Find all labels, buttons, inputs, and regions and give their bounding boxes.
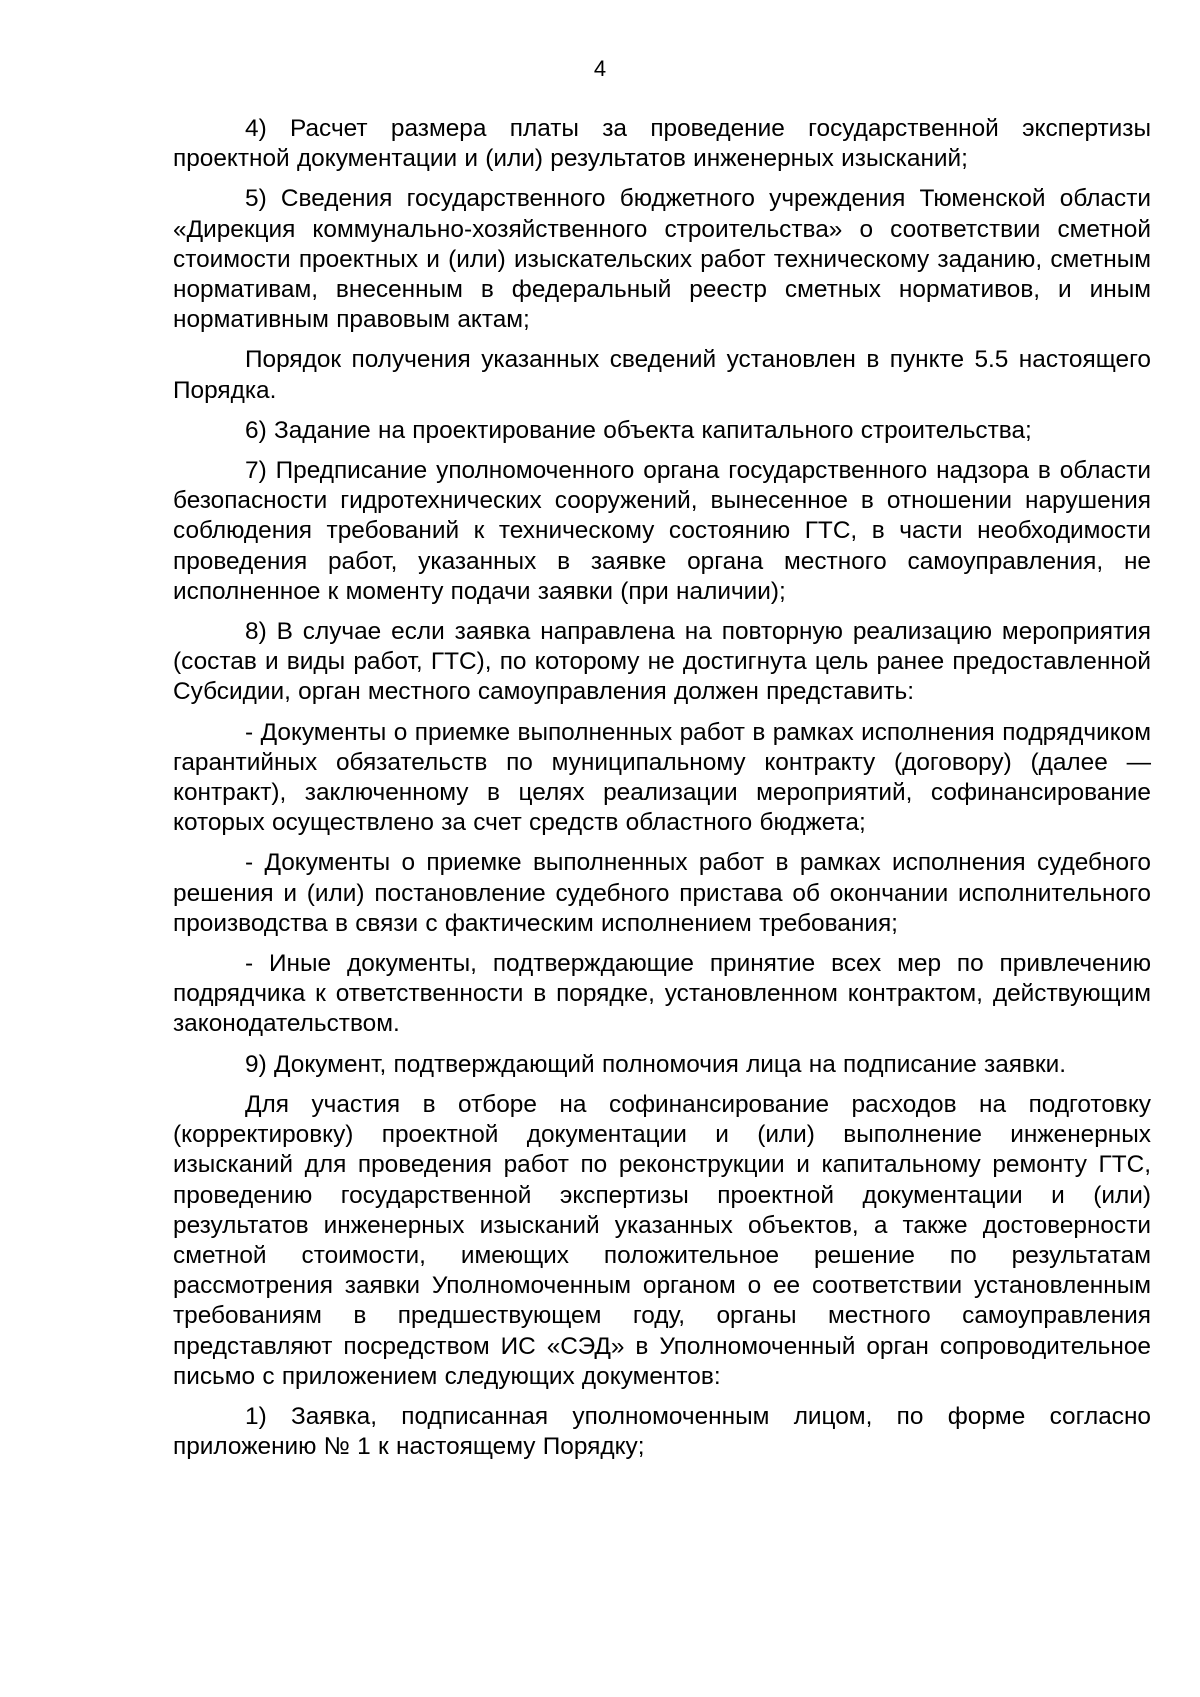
- paragraph-bullet-other-documents: - Иные документы, подтверждающие принятие всех мер по привлечению подрядчика к ответственности в порядке, установленном контрактом, действующим законодательством.: [173, 950, 1151, 1038]
- page-number: 4: [593, 56, 607, 81]
- paragraph-item-8: 8) В случае если заявка направлена на повторную реализацию мероприятия (состав и виды работ, ГТС), по которому не достигнута цель ранее предоставленной Субсидии, орган местного самоуправления должен представить:: [173, 618, 1151, 706]
- paragraph-item-5: 5) Сведения государственного бюджетного учреждения Тюменской области «Дирекция коммунально-хозяйственного строительства» о соответствии сметной стоимости проектных и (или) изыскательских работ техническому заданию, сметным нормативам, внесенным в федеральный реестр сметных нормативов, и иным нормативным правовым актам;: [173, 185, 1151, 334]
- document-body: [173, 114, 1151, 1472]
- paragraph-item-1: 1) Заявка, подписанная уполномоченным лицом, по форме согласно приложению № 1 к настоящему Порядку;: [173, 1402, 1151, 1461]
- paragraph-bullet-acceptance-guarantee: - Документы о приемке выполненных работ в рамках исполнения подрядчиком гарантийных обязательств по муниципальному контракту (договору) (далее — контракт), заключенному в целях реализации мероприятий, софинансирование которых осуществлено за счет средств областного бюджета;: [173, 718, 1151, 837]
- paragraph-item-7: 7) Предписание уполномоченного органа государственного надзора в области безопасности гидротехнических сооружений, вынесенное в отношении нарушения соблюдения требований к техническому состоянию ГТС, в части необходимости проведения работ, указанных в заявке органа местного самоуправления, не исполненное к моменту подачи заявки (при наличии);: [173, 457, 1151, 605]
- paragraph-item-6: 6) Задание на проектирование объекта капитального строительства;: [245, 416, 1032, 444]
- paragraph-procedure-note: Порядок получения указанных сведений установлен в пункте 5.5 настоящего Порядка.: [173, 346, 1151, 404]
- paragraph-item-9: 9) Документ, подтверждающий полномочия лица на подписание заявки.: [245, 1050, 1067, 1078]
- paragraph-bullet-acceptance-court: - Документы о приемке выполненных работ в рамках исполнения судебного решения и (или) постановление судебного пристава об окончании исполнительного производства в связи с фактическим исполнением требования;: [173, 849, 1151, 937]
- paragraph-participation: Для участия в отборе на софинансирование расходов на подготовку (корректировку) проектной документации и (или) выполнение инженерных изысканий для проведения работ по реконструкции и капитальному ремонту ГТС, проведению государственной экспертизы проектной документации и (или) результатов инженерных изысканий указанных объектов, а также достоверности сметной стоимости, имеющих положительное решение по результатам рассмотрения заявки Уполномоченным органом о ее соответствии установленным требованиям в предшествующем году, органы местного самоуправления представляют посредством ИС «СЭД» в Уполномоченный орган сопроводительное письмо с приложением следующих документов:: [173, 1090, 1151, 1390]
- paragraph-item-4: 4) Расчет размера платы за проведение государственной экспертизы проектной документации и (или) результатов инженерных изысканий;: [173, 115, 1151, 173]
